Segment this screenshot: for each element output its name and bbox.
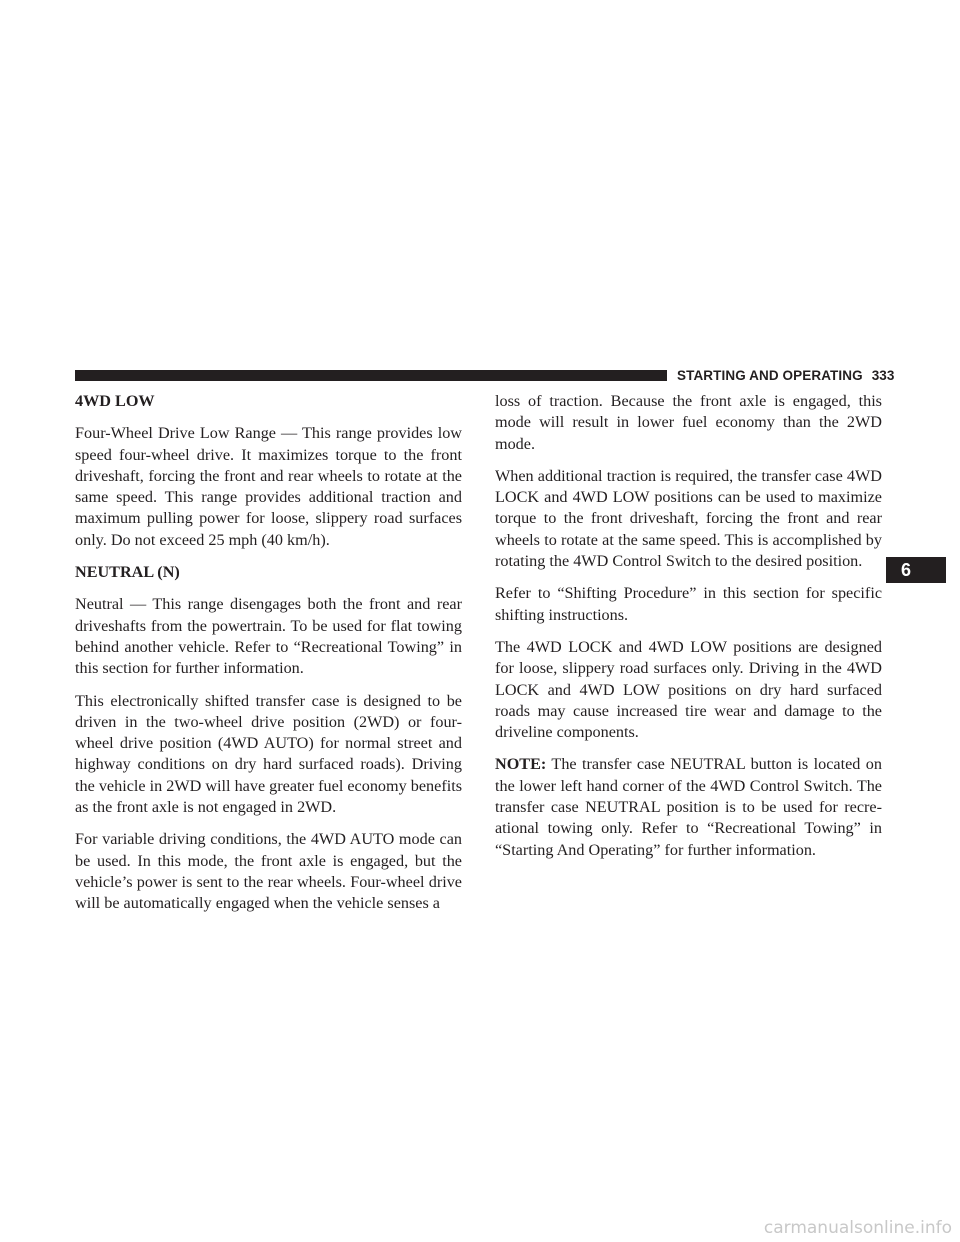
running-header <box>677 368 895 384</box>
watermark: carmanualsonline.info <box>763 1218 952 1238</box>
right-column <box>495 391 882 872</box>
paragraph-additional-traction: When additional traction is required, the transfer case 4WD LOCK and 4WD LOW positions can be used to maximize torque to the front driveshaft, forcing the front and rear wheels to rotate at the same speed. This is accomplished by rotating the 4WD Control Switch to the desired position. <box>495 466 882 571</box>
note-paragraph <box>495 754 882 860</box>
paragraph-4wd-low: Four-Wheel Drive Low Range — This range provides low speed four-wheel drive. It maximizes torque to the front driveshaft, forcing the front and rear wheels to rotate at the same speed. This range provides additional traction and maximum pulling power for loose, slippery road surfaces only. Do not exceed 25 mph (40 km/h). <box>75 424 462 549</box>
heading-4wd-low: 4WD LOW <box>75 392 155 410</box>
note-text: The transfer case NEUTRAL button is located on the lower left hand corner of the 4WD Control Switch. The transfer case NEUTRAL position is to be used for recre-ational towing only. Refer to “Recreational Towing” in “Starting And Operating” for further information. <box>495 755 882 859</box>
paragraph-electronic-shift: This electronically shifted transfer case is designed to be driven in the two-wheel drive position (2WD) or four-wheel drive position (4WD AUTO) for normal street and highway conditions on dry hard surfaced roads). Driving the vehicle in 2WD will have greater fuel economy benefits as the front axle is not engaged in 2WD. <box>75 691 462 817</box>
page-number: 333 <box>871 368 895 383</box>
paragraph-refer-shifting: Refer to “Shifting Procedure” in this section for specific shifting instructions. <box>495 584 882 624</box>
note-label: NOTE: <box>495 755 547 774</box>
left-column <box>75 391 462 926</box>
paragraph-neutral: Neutral — This range disengages both the front and rear driveshafts from the powertrain. To be used for flat towing behind another vehicle. Refer to “Recreational Towing” in this section for further information. <box>75 595 462 678</box>
section-title: STARTING AND OPERATING <box>677 368 863 383</box>
header-rule <box>75 370 667 381</box>
paragraph-continued: loss of traction. Because the front axle is engaged, this mode will result in lower fuel economy than the 2WD mode. <box>495 392 882 453</box>
paragraph-variable-conditions: For variable driving conditions, the 4WD AUTO mode can be used. In this mode, the front axle is engaged, but the vehicle’s power is sent to the rear wheels. Four-wheel drive will be automatically engaged when the vehicle senses a <box>75 830 462 913</box>
heading-neutral: NEUTRAL (N) <box>75 563 180 582</box>
chapter-tab: 6 <box>886 557 946 583</box>
paragraph-lock-low: The 4WD LOCK and 4WD LOW positions are designed for loose, slippery road surfaces only. Driving in the 4WD LOCK and 4WD LOW positions on dry hard surfaced roads may cause increased tire wear and damage to the driveline components. <box>495 637 882 742</box>
